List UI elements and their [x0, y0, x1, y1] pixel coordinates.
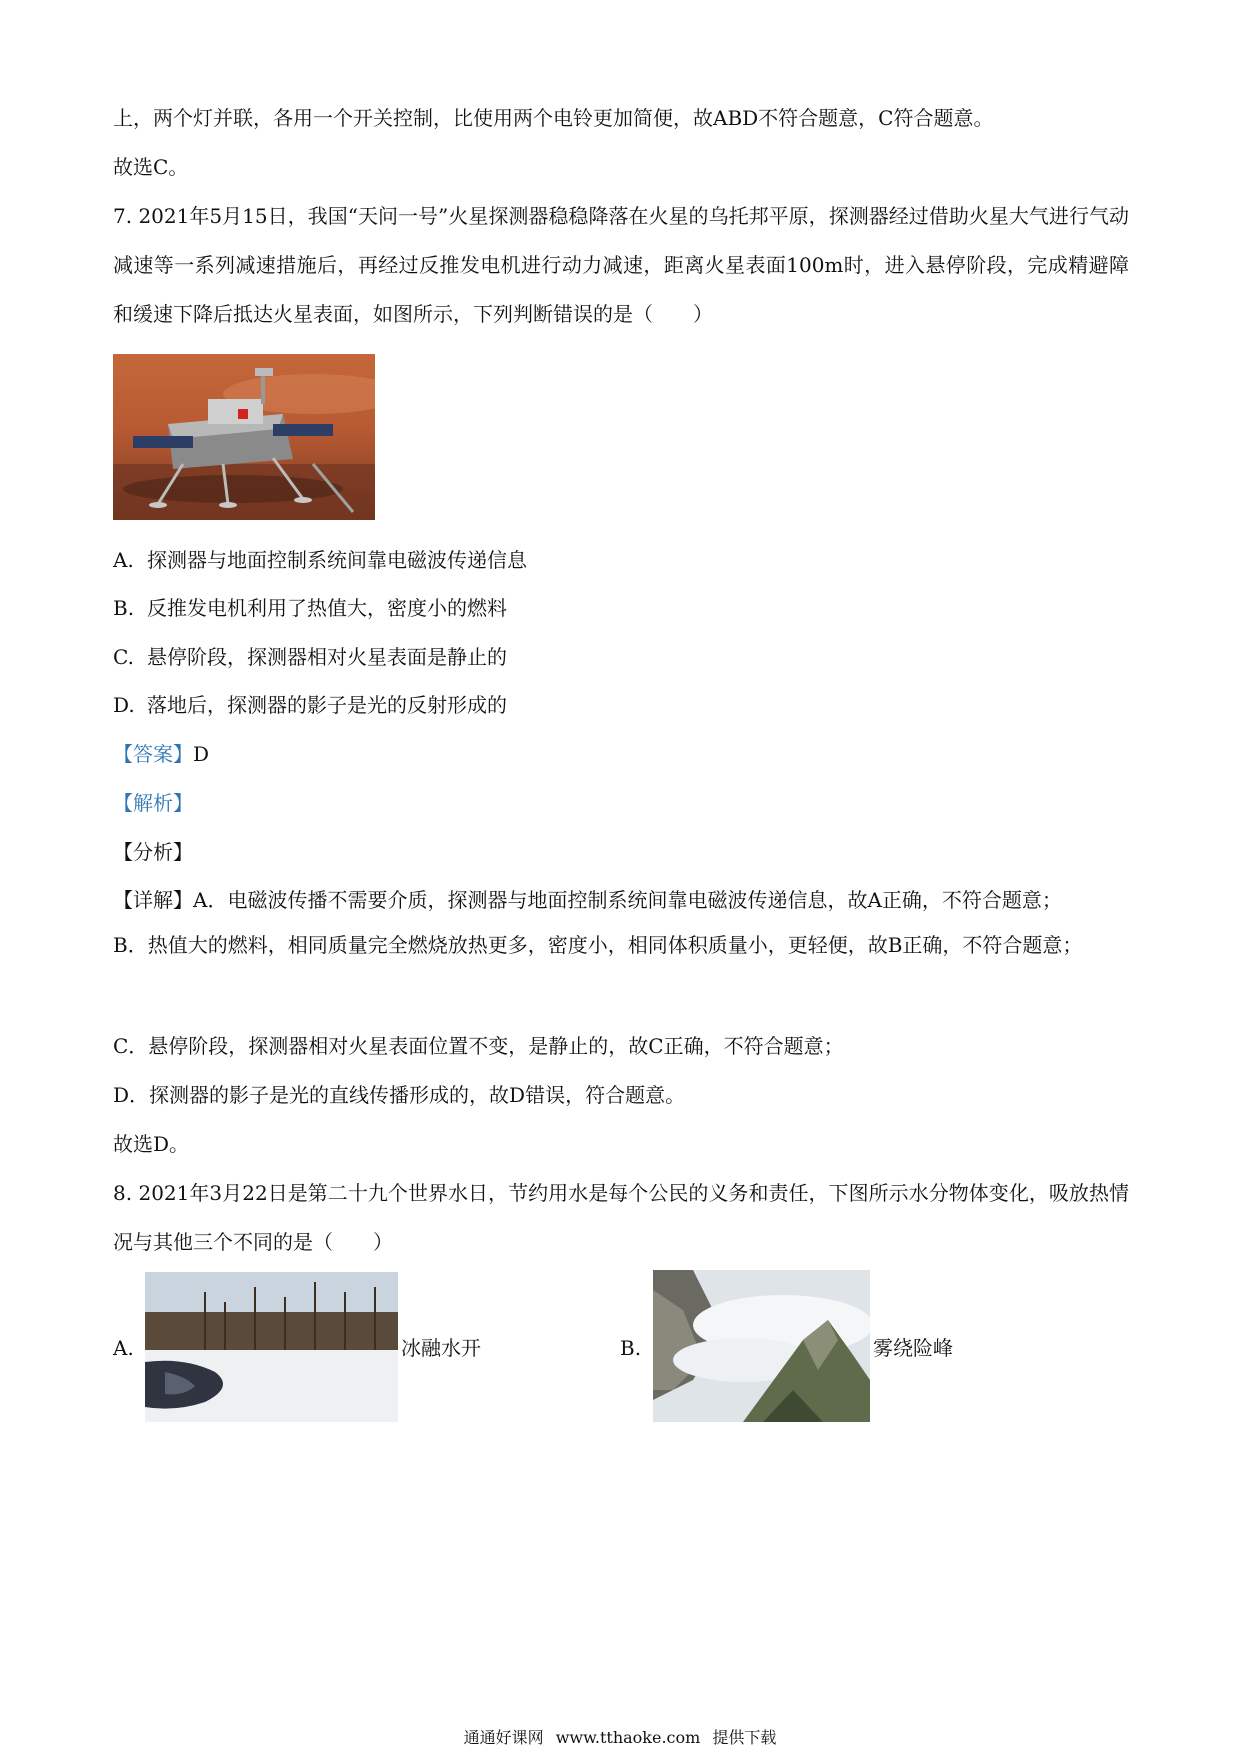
q7-option-a	[113, 546, 527, 574]
page-footer	[0, 1727, 1240, 1749]
footer-url[interactable]: www.tthaoke.com	[555, 1728, 701, 1747]
option-letter: C.	[113, 645, 134, 669]
q7-conclusion: 故选D。	[113, 1132, 190, 1156]
q8-option-b-caption: 雾绕险峰	[873, 1336, 953, 1360]
answer-value: D	[193, 742, 210, 766]
q7-option-d	[113, 691, 507, 719]
option-text: 悬停阶段，探测器相对火星表面是静止的	[147, 645, 507, 669]
q7-detail-d: D．探测器的影子是光的直线传播形成的，故D错误，符合题意。	[113, 1083, 686, 1107]
detail-label: 【详解】	[113, 888, 193, 912]
footer-note: 提供下载	[712, 1728, 777, 1747]
melting-ice-image	[145, 1272, 398, 1422]
footer-site: 通通好课网	[463, 1728, 544, 1747]
analysis-label: 【解析】	[113, 791, 193, 815]
prev-answer-line: 上，两个灯并联，各用一个开关控制，比使用两个电铃更加简便，故ABD不符合题意，C符合题意。	[113, 106, 994, 130]
fog-peak-image	[653, 1270, 870, 1422]
q7-analysis-label	[113, 789, 193, 817]
q8-stem: 8. 2021年3月22日是第二十九个世界水日，节约用水是每个公民的义务和责任，下图所示水分物体变化，吸放热情况与其他三个不同的是（ ）	[113, 1181, 1129, 1254]
q7-detail-c: C．悬停阶段，探测器相对火星表面位置不变，是静止的，故C正确，不符合题意；	[113, 1034, 844, 1058]
q7-detail-b: B．热值大的燃料，相同质量完全燃烧放热更多，密度小，相同体积质量小，更轻便，故B正确，不符合题意；	[113, 933, 1083, 957]
q7-answer	[113, 740, 209, 768]
option-text: 落地后，探测器的影子是光的反射形成的	[147, 693, 507, 717]
mars-lander-image	[113, 354, 375, 520]
q8-option-b-letter: B.	[620, 1336, 642, 1360]
answer-label: 【答案】	[113, 742, 193, 766]
q7-detail-a	[113, 886, 1062, 914]
q7-option-b	[113, 594, 507, 622]
prev-conclusion: 故选C。	[113, 155, 189, 179]
option-letter: D.	[113, 693, 135, 717]
q7-fenxi-label: 【分析】	[113, 840, 193, 864]
option-letter: A.	[113, 548, 134, 572]
option-letter: B.	[113, 596, 135, 620]
q8-option-a-letter: A.	[113, 1336, 134, 1360]
option-text: 探测器与地面控制系统间靠电磁波传递信息	[147, 548, 527, 572]
option-text: 反推发电机利用了热值大，密度小的燃料	[147, 596, 507, 620]
q8-option-a-caption: 冰融水开	[401, 1336, 481, 1360]
q7-stem: 7. 2021年5月15日，我国“天问一号”火星探测器稳稳降落在火星的乌托邦平原，探测器经过借助火星大气进行气动减速等一系列减速措施后，再经过反推发电机进行动力减速，距离火星表面100m时，进入悬停阶段，完成精避障和缓速下降后抵达火星表面，如图所示，下列判断错误的是（ ）	[113, 204, 1129, 326]
q7-option-c	[113, 643, 507, 671]
detail-a-text: A．电磁波传播不需要介质，探测器与地面控制系统间靠电磁波传递信息，故A正确，不符合题意；	[193, 888, 1062, 912]
